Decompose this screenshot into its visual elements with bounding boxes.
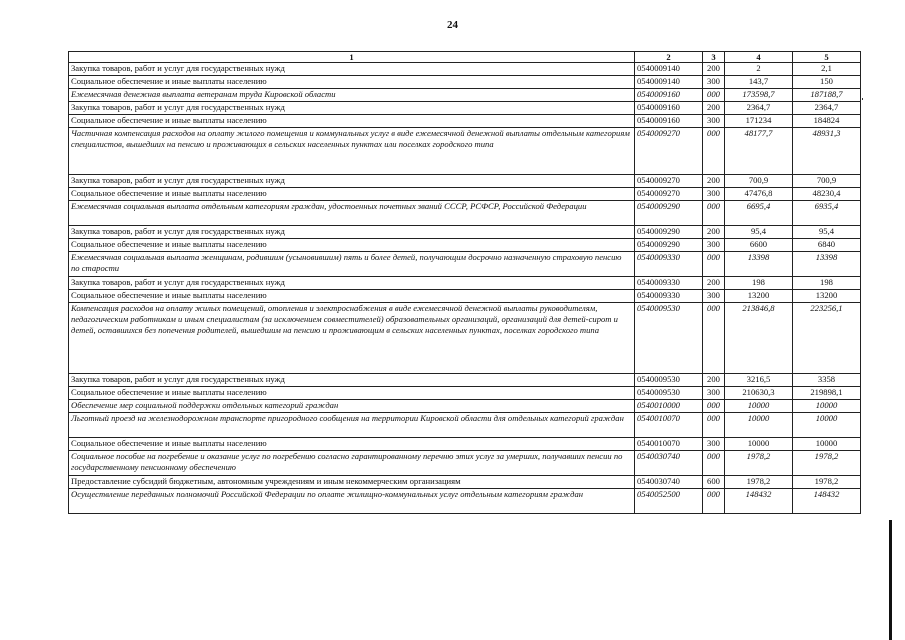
row-value-col4-cell: 10000 [725,400,793,413]
table-row [69,76,861,89]
row-value-col5-cell: 1978,2 [793,451,861,476]
row-code-cell: 0540030740 [635,476,703,489]
row-type-cell: 300 [703,239,725,252]
row-value-col4-cell: 6695,4 [725,201,793,226]
row-code-cell: 0540009270 [635,128,703,175]
row-value-col5-cell: 10000 [793,400,861,413]
row-value-col4-cell: 10000 [725,438,793,451]
row-value-col4-cell: 6600 [725,239,793,252]
row-value-col5-cell: 148432 [793,489,861,514]
row-type-cell: 300 [703,76,725,89]
row-type-cell: 300 [703,290,725,303]
row-value-col5-cell: 219898,1 [793,387,861,400]
table-row [69,387,861,400]
table-row [69,374,861,387]
row-code-cell: 0540010000 [635,400,703,413]
row-name-cell: Социальное обеспечение и иные выплаты населению [69,290,635,303]
row-name-cell: Закупка товаров, работ и услуг для государственных нужд [69,277,635,290]
row-code-cell: 0540009530 [635,387,703,400]
row-code-cell: 0540009270 [635,188,703,201]
table-row [69,400,861,413]
row-code-cell: 0540009530 [635,374,703,387]
row-name-cell: Социальное обеспечение и иные выплаты населению [69,239,635,252]
row-value-col4-cell: 700,9 [725,175,793,188]
table-row [69,438,861,451]
row-code-cell: 0540009140 [635,63,703,76]
row-value-col5-cell: 95,4 [793,226,861,239]
row-code-cell: 0540009530 [635,303,703,374]
row-code-cell: 0540009160 [635,115,703,128]
row-type-cell: 000 [703,201,725,226]
row-value-col5-cell: 48230,4 [793,188,861,201]
row-value-col5-cell: 10000 [793,438,861,451]
table-header-row [69,52,861,63]
table-row [69,175,861,188]
row-value-col4-cell: 1978,2 [725,476,793,489]
row-name-cell: Закупка товаров, работ и услуг для государственных нужд [69,175,635,188]
row-name-cell: Закупка товаров, работ и услуг для государственных нужд [69,226,635,239]
table-row [69,188,861,201]
row-type-cell: 000 [703,413,725,438]
row-value-col4-cell: 3216,5 [725,374,793,387]
row-value-col4-cell: 198 [725,277,793,290]
table-row [69,89,861,102]
row-code-cell: 0540010070 [635,438,703,451]
table-row [69,63,861,76]
row-value-col4-cell: 148432 [725,489,793,514]
row-code-cell: 0540030740 [635,451,703,476]
row-name-cell: Социальное обеспечение и иные выплаты населению [69,438,635,451]
row-value-col5-cell: 6840 [793,239,861,252]
row-name-cell: Закупка товаров, работ и услуг для государственных нужд [69,374,635,387]
row-type-cell: 000 [703,489,725,514]
row-value-col4-cell: 10000 [725,413,793,438]
row-value-col5-cell: 198 [793,277,861,290]
row-value-col4-cell: 143,7 [725,76,793,89]
table-row [69,128,861,175]
row-name-cell: Частичная компенсация расходов на оплату жилого помещения и коммунальных услуг в виде ежемесячной денежной выплаты отдельным категориям специалистов, вышедших на пенсию и проживающих в сельских населенных пунктах или поселках городского типа [69,128,635,175]
row-value-col4-cell: 173598,7 [725,89,793,102]
row-value-col5-cell: 48931,3 [793,128,861,175]
row-value-col5-cell: 6935,4 [793,201,861,226]
row-value-col5-cell: 13398 [793,252,861,277]
table-row [69,226,861,239]
row-value-col4-cell: 210630,3 [725,387,793,400]
row-code-cell: 0540009160 [635,102,703,115]
row-code-cell: 0540009290 [635,226,703,239]
row-value-col4-cell: 47476,8 [725,188,793,201]
table-body [69,63,861,514]
row-name-cell: Льготный проезд на железнодорожном транспорте пригородного сообщения на территории Кировской области для отдельных категорий граждан [69,413,635,438]
row-name-cell: Ежемесячная социальная выплата отдельным категориям граждан, удостоенных почетных званий СССР, РСФСР, Российской Федерации [69,201,635,226]
row-value-col5-cell: 187188,7 [793,89,861,102]
row-value-col4-cell: 48177,7 [725,128,793,175]
header-col-3: 3 [703,52,725,63]
row-value-col4-cell: 13398 [725,252,793,277]
row-type-cell: 000 [703,451,725,476]
table-row [69,489,861,514]
row-type-cell: 200 [703,175,725,188]
row-code-cell: 0540010070 [635,413,703,438]
table-row [69,115,861,128]
row-value-col5-cell: 223256,1 [793,303,861,374]
header-col-2: 2 [635,52,703,63]
row-name-cell: Ежемесячная денежная выплата ветеранам труда Кировской области [69,89,635,102]
row-name-cell: Закупка товаров, работ и услуг для государственных нужд [69,63,635,76]
table-row [69,102,861,115]
row-value-col5-cell: 2,1 [793,63,861,76]
row-value-col4-cell: 171234 [725,115,793,128]
row-type-cell: 200 [703,277,725,290]
table-row [69,413,861,438]
scan-margin-mark [862,98,863,100]
row-type-cell: 600 [703,476,725,489]
row-value-col5-cell: 13200 [793,290,861,303]
page-number: 24 [447,19,458,31]
row-code-cell: 0540009160 [635,89,703,102]
row-value-col5-cell: 1978,2 [793,476,861,489]
row-type-cell: 200 [703,226,725,239]
row-type-cell: 000 [703,89,725,102]
table-row [69,239,861,252]
row-value-col5-cell: 2364,7 [793,102,861,115]
table-row [69,451,861,476]
row-value-col4-cell: 2364,7 [725,102,793,115]
table-row [69,476,861,489]
row-code-cell: 0540009270 [635,175,703,188]
row-name-cell: Компенсация расходов на оплату жилых помещений, отопления и электроснабжения в виде ежемесячной денежной выплаты руководителям, педагогическим работникам и иным специалистам (за исключением совместителей) образовательных организаций, организаций для детей-сирот и детей, оставшихся без попечения родителей, вышедшим на пенсию и проживающим в сельских населенных пунктах, поселках городского типа [69,303,635,374]
row-code-cell: 0540009290 [635,201,703,226]
row-value-col4-cell: 2 [725,63,793,76]
row-name-cell: Предоставление субсидий бюджетным, автономным учреждениям и иным некоммерческим организациям [69,476,635,489]
table-row [69,201,861,226]
scan-margin-bar [889,520,892,640]
header-col-1: 1 [69,52,635,63]
row-type-cell: 000 [703,400,725,413]
row-name-cell: Осуществление переданных полномочий Российской Федерации по оплате жилищно-коммунальных услуг отдельным категориям граждан [69,489,635,514]
row-code-cell: 0540009140 [635,76,703,89]
row-name-cell: Обеспечение мер социальной поддержки отдельных категорий граждан [69,400,635,413]
row-type-cell: 000 [703,303,725,374]
row-type-cell: 200 [703,374,725,387]
budget-table [68,51,861,514]
table-row [69,252,861,277]
row-type-cell: 200 [703,102,725,115]
header-col-5: 5 [793,52,861,63]
row-type-cell: 000 [703,252,725,277]
row-name-cell: Закупка товаров, работ и услуг для государственных нужд [69,102,635,115]
row-value-col4-cell: 1978,2 [725,451,793,476]
row-code-cell: 0540009330 [635,290,703,303]
row-code-cell: 0540009330 [635,277,703,290]
row-name-cell: Социальное обеспечение и иные выплаты населению [69,188,635,201]
row-code-cell: 0540009290 [635,239,703,252]
row-type-cell: 000 [703,128,725,175]
table-row [69,303,861,374]
row-name-cell: Социальное пособие на погребение и оказание услуг по погребению согласно гарантированному перечню этих услуг за умерших, получавших пенсии по государственному пенсионному обеспечению [69,451,635,476]
budget-table-container [68,51,860,514]
row-type-cell: 300 [703,115,725,128]
row-value-col5-cell: 700,9 [793,175,861,188]
row-value-col5-cell: 150 [793,76,861,89]
row-type-cell: 300 [703,387,725,400]
row-code-cell: 0540052500 [635,489,703,514]
table-row [69,290,861,303]
row-name-cell: Социальное обеспечение и иные выплаты населению [69,387,635,400]
row-type-cell: 200 [703,63,725,76]
table-row [69,277,861,290]
row-value-col5-cell: 184824 [793,115,861,128]
row-value-col4-cell: 213846,8 [725,303,793,374]
row-value-col5-cell: 3358 [793,374,861,387]
header-col-4: 4 [725,52,793,63]
row-value-col5-cell: 10000 [793,413,861,438]
row-name-cell: Ежемесячная социальная выплата женщинам, родившим (усыновившим) пять и более детей, получающим досрочно назначенную страховую пенсию по старости [69,252,635,277]
row-code-cell: 0540009330 [635,252,703,277]
row-type-cell: 300 [703,188,725,201]
row-type-cell: 300 [703,438,725,451]
row-value-col4-cell: 95,4 [725,226,793,239]
row-name-cell: Социальное обеспечение и иные выплаты населению [69,76,635,89]
row-name-cell: Социальное обеспечение и иные выплаты населению [69,115,635,128]
row-value-col4-cell: 13200 [725,290,793,303]
